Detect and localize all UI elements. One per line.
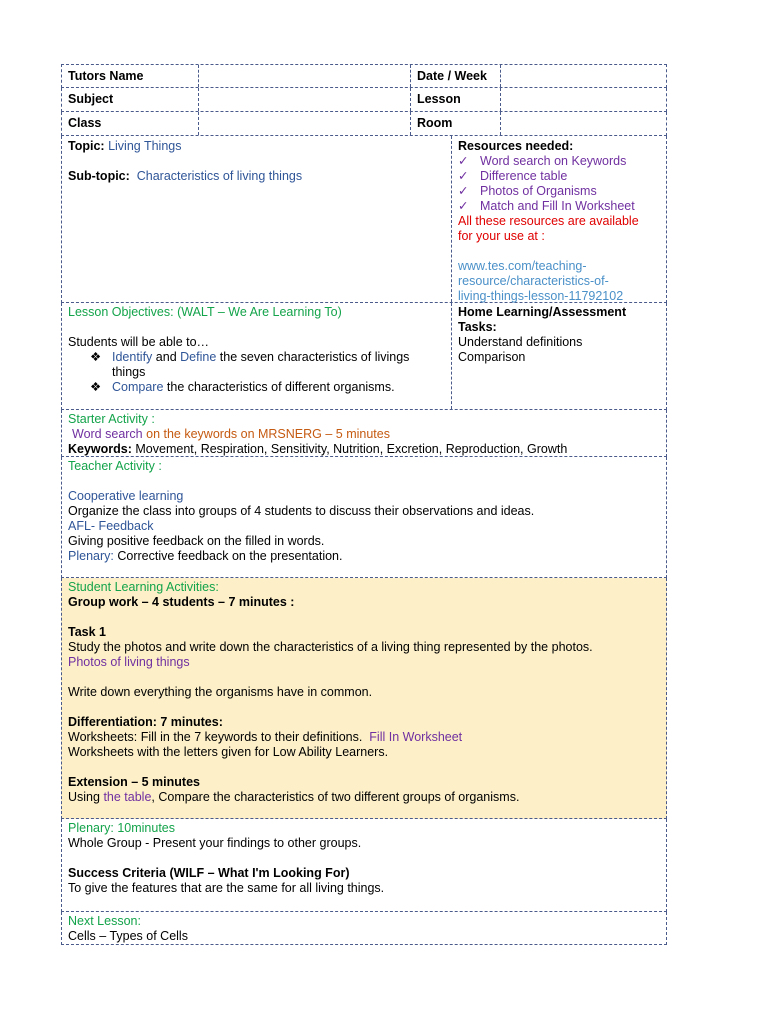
resource-item: ✓ Word search on Keywords bbox=[458, 154, 627, 168]
next-lesson-row bbox=[61, 912, 667, 945]
success-criteria-heading: Success Criteria (WILF – What I'm Looking For) bbox=[68, 866, 350, 880]
keywords-list: Movement, Respiration, Sensitivity, Nutrition, Excretion, Reproduction, Growth bbox=[135, 442, 568, 456]
subtopic-value: Characteristics of living things bbox=[136, 169, 303, 183]
diamond-bullet-icon: ❖ bbox=[90, 350, 102, 364]
low-ability-text: Worksheets with the letters given for Low Ability Learners. bbox=[68, 745, 389, 759]
resource-item: ✓ Difference table bbox=[458, 169, 568, 183]
plenary-label: Plenary: 10minutes bbox=[68, 821, 176, 835]
student-row bbox=[61, 578, 667, 819]
teacher-label: Teacher Activity : bbox=[68, 459, 162, 473]
coop-text: Organize the class into groups of 4 students to discuss their observations and ideas. bbox=[68, 504, 535, 518]
next-lesson-cell bbox=[62, 912, 666, 944]
lesson-label: Lesson bbox=[411, 88, 501, 111]
starter-word-search: Word search bbox=[72, 427, 143, 441]
the-table-link: the table bbox=[103, 790, 152, 804]
date-week-value[interactable] bbox=[501, 65, 666, 87]
teacher-plenary-label: Plenary: bbox=[68, 549, 114, 563]
home-title-2: Tasks: bbox=[458, 320, 497, 334]
subject-value[interactable] bbox=[199, 88, 411, 111]
tutors-name-label: Tutors Name bbox=[62, 65, 199, 87]
header-row-2 bbox=[61, 88, 667, 112]
starter-row bbox=[61, 410, 667, 457]
date-week-label: Date / Week bbox=[411, 65, 501, 87]
coop-heading: Cooperative learning bbox=[68, 489, 184, 503]
check-icon: ✓ bbox=[458, 199, 469, 213]
topic-row bbox=[61, 136, 667, 303]
plenary-text: Whole Group - Present your findings to other groups. bbox=[68, 836, 362, 850]
next-lesson-text: Cells – Types of Cells bbox=[68, 929, 188, 943]
using-text: Using bbox=[68, 790, 100, 804]
resources-link-1[interactable]: www.tes.com/teaching- bbox=[458, 259, 587, 273]
resources-cell bbox=[452, 136, 666, 302]
plenary-cell bbox=[62, 819, 666, 911]
subject-label: Subject bbox=[62, 88, 199, 111]
diamond-bullet-icon: ❖ bbox=[90, 380, 102, 394]
success-criteria-text: To give the features that are the same for all living things. bbox=[68, 881, 385, 895]
home-line-2: Comparison bbox=[458, 350, 526, 364]
objectives-intro: Students will be able to… bbox=[68, 335, 210, 349]
home-learning-cell bbox=[452, 303, 666, 409]
objective-item-1: ❖ Identify and Define the seven characteristics of livings bbox=[90, 350, 410, 364]
room-label: Room bbox=[411, 112, 501, 135]
header-row-1 bbox=[61, 64, 667, 88]
lesson-value[interactable] bbox=[501, 88, 666, 111]
objectives-row bbox=[61, 303, 667, 410]
class-label: Class bbox=[62, 112, 199, 135]
objectives-cell bbox=[62, 303, 452, 409]
teacher-plenary-text: Corrective feedback on the presentation. bbox=[117, 549, 343, 563]
resource-item: ✓ Match and Fill In Worksheet bbox=[458, 199, 635, 213]
check-icon: ✓ bbox=[458, 184, 469, 198]
group-work: Group work – 4 students – 7 minutes : bbox=[68, 595, 295, 609]
differentiation-heading: Differentiation: 7 minutes: bbox=[68, 715, 223, 729]
home-title-1: Home Learning/Assessment bbox=[458, 305, 627, 319]
header-row-3 bbox=[61, 112, 667, 136]
topic-value: Living Things bbox=[108, 139, 182, 153]
subtopic-label: Sub-topic: bbox=[68, 169, 130, 183]
keywords-label: Keywords: bbox=[68, 442, 132, 456]
objective-item-1-cont: things bbox=[112, 365, 146, 379]
resources-link-2[interactable]: resource/characteristics-of- bbox=[458, 274, 609, 288]
task1-text: Study the photos and write down the characteristics of a living thing represented by the photos. bbox=[68, 640, 593, 654]
resources-link-3[interactable]: living-things-lesson-11792102 bbox=[458, 289, 624, 303]
objective-item-2: ❖ Compare the characteristics of different organisms. bbox=[90, 380, 395, 394]
next-lesson-label: Next Lesson: bbox=[68, 914, 141, 928]
starter-rest: on the keywords on MRSNERG – 5 minutes bbox=[146, 427, 390, 441]
objectives-label: Lesson Objectives: bbox=[68, 305, 174, 319]
compare-text: , Compare the characteristics of two different groups of organisms. bbox=[151, 790, 520, 804]
tutors-name-value[interactable] bbox=[199, 65, 411, 87]
starter-cell bbox=[62, 410, 666, 456]
worksheets-text: Worksheets: Fill in the 7 keywords to their definitions. bbox=[68, 730, 363, 744]
home-line-1: Understand definitions bbox=[458, 335, 583, 349]
check-icon: ✓ bbox=[458, 154, 469, 168]
room-value[interactable] bbox=[501, 112, 666, 135]
walt-text: (WALT – We Are Learning To) bbox=[177, 305, 342, 319]
common-text: Write down everything the organisms have in common. bbox=[68, 685, 373, 699]
afl-text: Giving positive feedback on the filled in words. bbox=[68, 534, 325, 548]
afl-heading: AFL- Feedback bbox=[68, 519, 154, 533]
resources-note-1: All these resources are available bbox=[458, 214, 639, 228]
topic-label: Topic: bbox=[68, 139, 105, 153]
task1-heading: Task 1 bbox=[68, 625, 106, 639]
class-value[interactable] bbox=[199, 112, 411, 135]
resources-title: Resources needed: bbox=[458, 139, 574, 153]
student-cell bbox=[62, 578, 666, 818]
teacher-row bbox=[61, 457, 667, 578]
student-label: Student Learning Activities: bbox=[68, 580, 219, 594]
lesson-plan-table bbox=[61, 64, 667, 945]
fill-in-worksheet: Fill In Worksheet bbox=[369, 730, 463, 744]
resources-note-2: for your use at : bbox=[458, 229, 545, 243]
check-icon: ✓ bbox=[458, 169, 469, 183]
topic-cell bbox=[62, 136, 452, 302]
extension-heading: Extension – 5 minutes bbox=[68, 775, 200, 789]
resource-item: ✓ Photos of Organisms bbox=[458, 184, 597, 198]
starter-label: Starter Activity : bbox=[68, 412, 155, 426]
plenary-row bbox=[61, 819, 667, 912]
photos-resource: Photos of living things bbox=[68, 655, 190, 669]
teacher-cell bbox=[62, 457, 666, 577]
